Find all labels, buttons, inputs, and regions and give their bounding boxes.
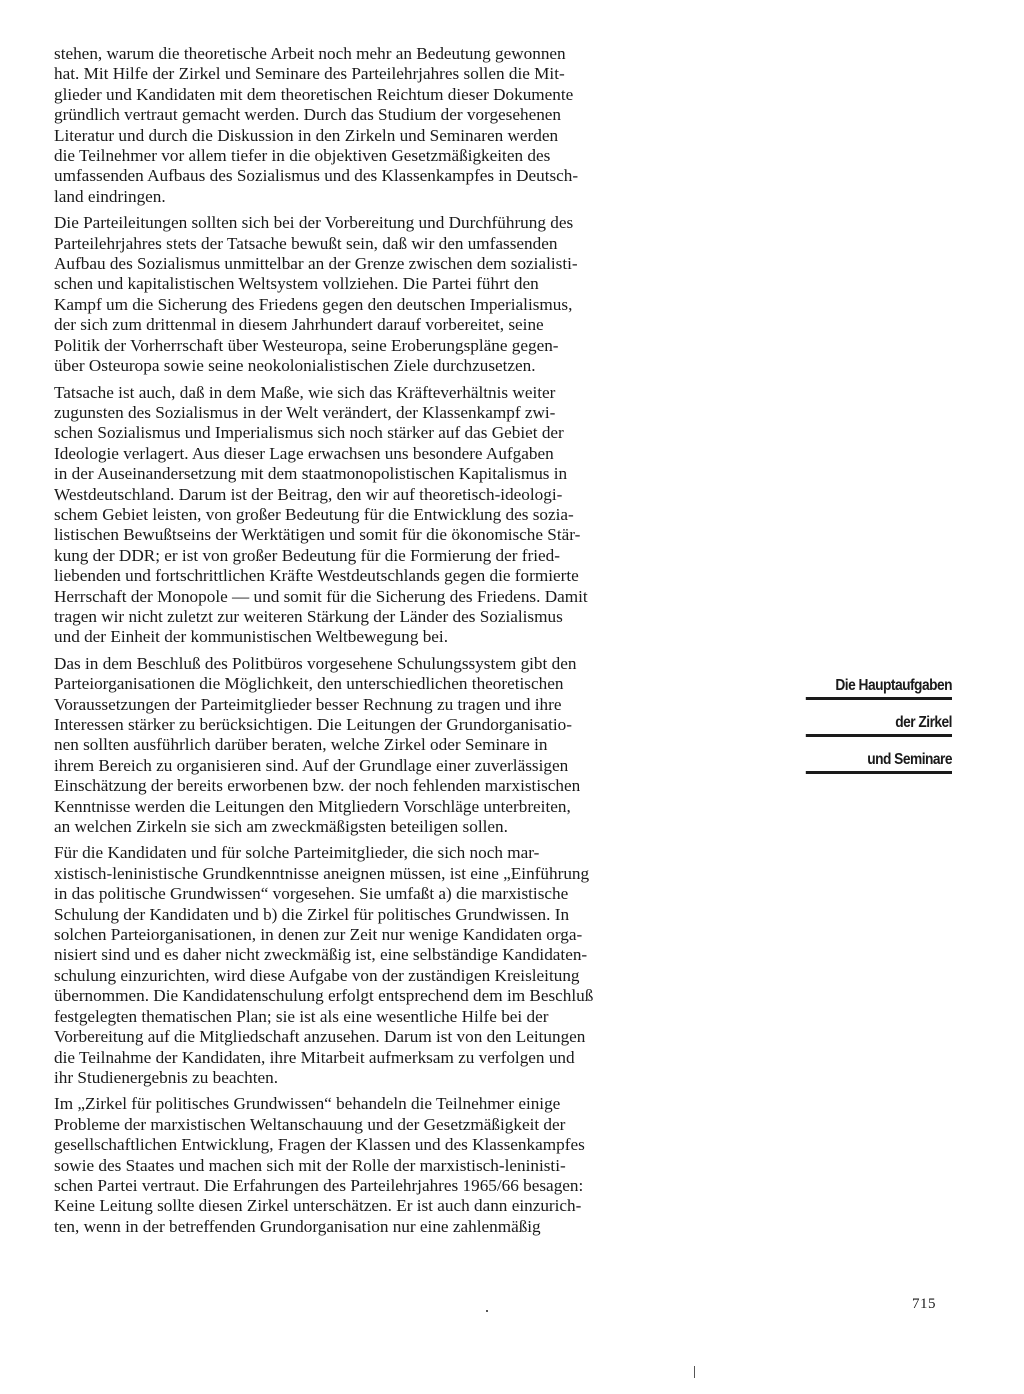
margin-heading-line-2: der Zirkel (806, 713, 952, 737)
paragraph-5: Für die Kandidaten und für solche Parteimitglieder, die sich noch mar- xistisch-leninistische Grundkenntnisse aneignen müssen, ist eine „Einführung in das politische Grundwissen“ vorgesehen. Sie umfaßt a) die marxistische Schulung der Kandidaten und b) die Zirkel für politisches Grundwissen. In solchen Parteiorganisationen, in denen zur Zeit nur wenige Kandidaten orga- nisiert sind und es daher nicht zweckmäßig ist, eine selbständige Kandidaten- schulung einzurichten, wird diese Aufgabe von der zuständigen Kreisleitung übernommen. Die Kandidatenschulung erfolgt entsprechend dem im Beschluß festgelegten thematischen Plan; sie ist als eine wesentliche Hilfe bei der Vorbereitung auf die Mitgliedschaft anzusehen. Darum ist von den Leitungen die Teilnahme der Kandidaten, ihre Mitarbeit aufmerksam zu verfolgen und ihr Studienergebnis zu beachten. (54, 843, 594, 1087)
page-number: 715 (912, 1296, 936, 1312)
margin-heading (782, 676, 952, 787)
paragraph-6: Im „Zirkel für politisches Grundwissen“ behandeln die Teilnehmer einige Probleme der marxistischen Weltanschauung und der Gesetzmäßigkeit der gesellschaftlichen Entwicklung, Fragen der Klassen und des Klassenkampfes sowie des Staates und machen sich mit der Rolle der marxistisch-leninisti- schen Partei vertraut. Die Erfahrungen des Parteilehrjahres 1965/66 besagen: Keine Leitung sollte diesen Zirkel unterschätzen. Er ist auch dann einzurich- ten, wenn in der betreffenden Grundorganisation nur eine zahlenmäßig (54, 1094, 585, 1236)
paragraph-1: stehen, warum die theoretische Arbeit noch mehr an Bedeutung gewonnen hat. Mit Hilfe der Zirkel und Seminare des Parteilehrjahres sollen die Mit- glieder und Kandidaten mit dem theoretischen Reichtum dieser Dokumente gründlich vertraut gemacht werden. Durch das Studium der vorgesehenen Literatur und durch die Diskussion in den Zirkeln und Seminaren werden die Teilnehmer vor allem tiefer in die objektiven Gesetzmäßigkeiten des umfassenden Aufbaus des Sozialismus und des Klassenkampfes in Deutsch- land eindringen. (54, 44, 579, 206)
scan-speck (486, 1310, 488, 1312)
scan-speck (694, 1366, 695, 1378)
paragraph-3: Tatsache ist auch, daß in dem Maße, wie sich das Kräfteverhältnis weiter zugunsten des Sozialismus in der Welt verändert, der Klassenkampf zwi- schen Sozialismus und Imperialismus sich noch stärker auf das Gebiet der Ideologie verlagert. Aus dieser Lage erwachsen uns besondere Aufgaben in der Auseinandersetzung mit dem staatmonopolistischen Kapitalismus in Westdeutschland. Darum ist der Beitrag, den wir auf theoretisch-ideologi- schem Gebiet leisten, von großer Bedeutung für die Entwicklung des sozia- listischen Bewußtseins der Werktätigen und somit für die ökonomische Stär- kung der DDR; er ist von großer Bedeutung für die Formierung der fried- liebenden und fortschrittlichen Kräfte Westdeutschlands gegen die formierte Herrschaft der Monopole — und somit für die Sicherung des Friedens. Damit tragen wir nicht zuletzt zur weiteren Stärkung der Länder des Sozialismus und der Einheit der kommunistischen Weltbewegung bei. (54, 382, 588, 647)
margin-heading-line-3: und Seminare (806, 750, 952, 774)
body-text-column (54, 44, 766, 1237)
paragraph-4: Das in dem Beschluß des Politbüros vorgesehene Schulungssystem gibt den Parteiorganisationen die Möglichkeit, den unterschiedlichen theoretischen Voraussetzungen der Parteimitglieder besser Rechnung zu tragen und ihre Interessen stärker zu berücksichtigen. Die Leitungen der Grundorganisatio- nen sollten ausführlich darüber beraten, welche Zirkel oder Seminare in ihrem Bereich zu organisieren sind. Auf der Grundlage einer zuverlässigen Einschätzung der bereits erworbenen bzw. der noch fehlenden marxistischen Kenntnisse werden die Leitungen den Mitgliedern Vorschläge unterbreiten, an welchen Zirkeln sie sich am zweckmäßigsten beteiligen sollen. (54, 653, 581, 837)
paragraph-2: Die Parteileitungen sollten sich bei der Vorbereitung und Durchführung des Parteilehrjahres stets der Tatsache bewußt sein, daß wir den umfassenden Aufbau des Sozialismus unmittelbar an der Grenze zwischen dem sozialisti- schen und kapitalistischen Weltsystem vollziehen. Die Partei führt den Kampf um die Sicherung des Friedens gegen den deutschen Imperialismus, der sich zum drittenmal in diesem Jahrhundert darauf vorbereitet, seine Politik der Vorherrschaft über Westeuropa, seine Eroberungspläne gegen- über Osteuropa sowie seine neokolonialistischen Ziele durchzusetzen. (54, 213, 578, 376)
margin-heading-line-1: Die Hauptaufgaben (806, 676, 952, 700)
